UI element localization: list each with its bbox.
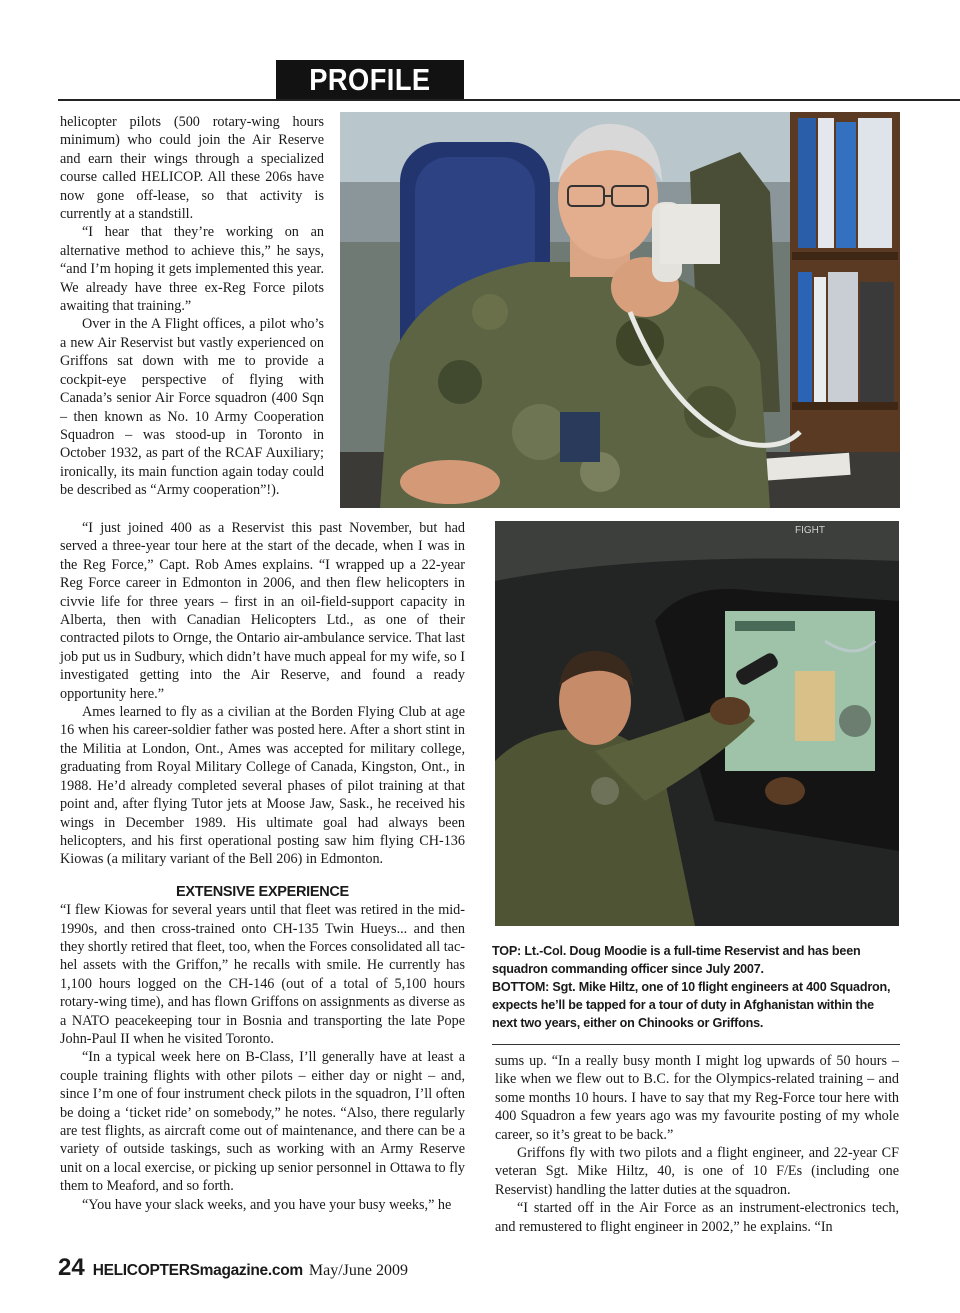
issue-date: May/June 2009 (308, 1262, 408, 1279)
paragraph: Ames learned to fly as a civilian at the Borden Flying Club at age 16 when his career-soldier father was posted here. After a short stint in the Militia at London, Ont., Ames was accepted for military college, graduating from Royal Military College of Canada, Kingston, Ont., in 1988. He’d already completed several phases of pilot training at that point and, after flying Tutor jets at Moose Jaw, Sask., he received his wings in December 1989. His ultimate goal had always been helicopters, and his first operational posting saw him flying CH-136 Kiowas (a military variant of the Bell 206) in Edmonton. (60, 704, 465, 868)
flight-engineer-photo (495, 521, 899, 926)
magazine-site: HELICOPTERSmagazine.com (92, 1262, 303, 1279)
header-rule (58, 99, 960, 101)
section-header (276, 60, 464, 100)
caption-rule (492, 1044, 900, 1045)
paragraph: Griffons fly with two pilots and a flight engineer, and 22-year CF veteran Sgt. Mike Hiltz, 40, is one of 10 F/Es (including one Reservist) handling the latter duties at the squadron. (495, 1145, 899, 1198)
paragraph: “I flew Kiowas for several years until that fleet was retired in the mid-1990s, and then cross-trained onto CH-135 Twin Hueys... and then they shortly retired that fleet, too, when the Forces consolidated all tac-hel assets with the Griffon,” he recalls with smile. He currently has 1,100 hours logged on the CH-146 (out of a total of 5,100 hours rotary-wing time), and has flown Griffons on assignments as diverse as a NATO peacekeeping tour in Bosnia and transporting the late Pope John-Paul II when he visited Toronto. (60, 902, 465, 1047)
article-column-2 (60, 519, 465, 1214)
paragraph: helicopter pilots (500 rotary-wing hours minimum) who could join the Air Reserve and earn their wings through a specialized course called HELICOP. All these 206s have now gone off-lease, so that activity is currently at a standstill. (60, 114, 324, 223)
paragraph: “In a typical week here on B-Class, I’ll generally have at least a couple training flights with other pilots – either day or night – and, since I’m one of four instrument check pilots in the squadron, I’ll often be doing a ‘ticket ride’ on somebody,” he notes. “Also, there regularly are test flights, as aircraft come out of maintenance, and there can be a variety of outside taskings, such as working with an Army Reserve unit on a local exercise, or picking up senior personnel in Ottawa to fly them to Meaford, and so forth. (60, 1049, 465, 1195)
photo-top (340, 112, 900, 508)
photo-caption (492, 942, 900, 1032)
officer-on-phone-photo (340, 112, 900, 508)
caption-top: TOP: Lt.-Col. Doug Moodie is a full-time Reservist and has been squadron commanding officer since July 2007. (492, 944, 861, 976)
photo-bottom (495, 521, 899, 926)
section-title: PROFILE (309, 62, 431, 97)
article-column-1 (60, 113, 324, 500)
paragraph: “You have your slack weeks, and you have your busy weeks,” he (82, 1196, 452, 1213)
paragraph: “I hear that they’re working on an alternative method to achieve this,” he says, “and I’m hoping it gets implemented this year. We already have three ex-Reg Force pilots awaiting that training.” (60, 224, 324, 315)
article-column-3 (495, 1052, 899, 1236)
panel-text: FIGHT (795, 525, 825, 536)
page-number: 24 (58, 1254, 85, 1281)
paragraph: “I started off in the Air Force as an instrument-electronics tech, and remustered to flight engineer in 2002,” he explains. “In (495, 1200, 899, 1235)
paragraph: sums up. “In a really busy month I might log upwards of 50 hours – like when we flew out to B.C. for the Olympics-related training – and some months 10 hours. I have to say that my Reg-Force tour here with 400 Squadron a few years ago was my favourite posting of my whole career, so it’s great to be back.” (495, 1053, 899, 1143)
paragraph: Over in the A Flight offices, a pilot who’s a new Air Reservist but vastly experienced on Griffons sat down with me to provide a cockpit-eye perspective of flying with Canada’s senior Air Force squadron (400 Sqn – then known as No. 10 Army Cooperation Squadron – was stood-up in Toronto in October 1932, as part of the RCAF Auxiliary; ironically, its main function again today could be described as “Army cooperation”!). (60, 316, 324, 499)
paragraph: “I just joined 400 as a Reservist this past November, but had served a three-year tour here at the start of the decade, when I was in the Reg Force,” Capt. Rob Ames explains. “I wrapped up a 22-year Reg Force career in Edmonton in 2006, and then flew helicopters in civvie life for three years – first in an oil-field-support capacity in Alberta, then with Canadian Helicopters Ltd., as one of their contracted pilots to Ornge, the Ontario air-ambulance service. That last job put us in Sudbury, which didn’t have much appeal for my wife, so I investigated getting into the Air Reserve, and found a ready opportunity here.” (60, 520, 465, 702)
caption-bottom: BOTTOM: Sgt. Mike Hiltz, one of 10 flight engineers at 400 Squadron, expects he’ll be tapped for a tour of duty in Afghanistan within the next two years, either on Chinooks or Griffons. (492, 980, 891, 1030)
subhead: EXTENSIVE EXPERIENCE (176, 883, 349, 900)
page-footer (58, 1254, 408, 1282)
